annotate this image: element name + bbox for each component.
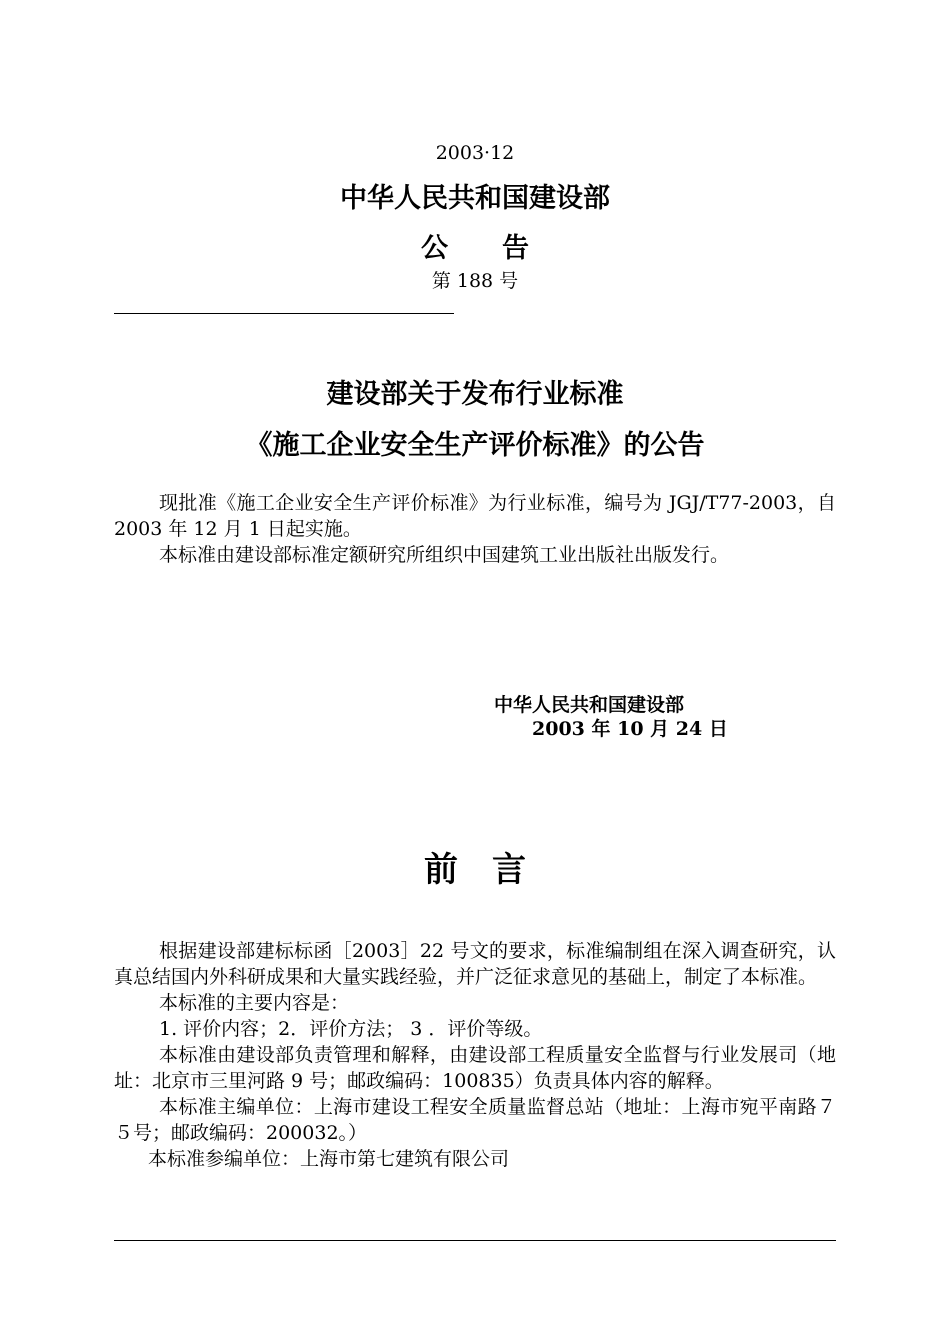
preface-paragraph: 本标准主编单位：上海市建设工程安全质量监督总站（地址：上海市宛平南路７５号；邮政编码：200032。）	[114, 1096, 836, 1144]
signature-date: 2003 年 10 月 24 日	[532, 718, 728, 740]
announcement-title-line2: 《施工企业安全生产评价标准》的公告	[245, 430, 705, 461]
announcement-paragraph: 本标准由建设部标准定额研究所组织中国建筑工业出版社出版发行。	[159, 544, 730, 566]
footer-divider	[114, 1240, 836, 1241]
header-divider	[114, 313, 454, 314]
signature-org: 中华人民共和国建设部	[494, 694, 685, 716]
announcement-body	[114, 490, 836, 568]
preface-body	[114, 938, 836, 1172]
ministry-name: 中华人民共和国建设部	[340, 183, 610, 214]
announcement-paragraph: 现批准《施工企业安全生产评价标准》为行业标准，编号为 JGJ/T77-2003，自 2003 年 12 月 1 日起实施。	[114, 492, 836, 540]
preface-paragraph: 根据建设部建标标函［2003］22 号文的要求，标准编制组在深入调查研究，认真总结国内外科研成果和大量实践经验，并广泛征求意见的基础上，制定了本标准。	[114, 940, 836, 988]
preface-paragraph: 本标准参编单位：上海市第七建筑有限公司	[148, 1148, 510, 1170]
announcement-title-line1: 建设部关于发布行业标准	[326, 379, 624, 410]
preface-paragraph: 本标准的主要内容是：	[159, 992, 350, 1014]
preface-paragraph: 本标准由建设部负责管理和解释，由建设部工程质量安全监督与行业发展司（地址：北京市三里河路 9 号；邮政编码：100835）负责具体内容的解释。	[114, 1044, 836, 1092]
issue-date: 2003·12	[435, 142, 515, 164]
preface-paragraph: 1. 评价内容；2．评价方法； 3 ．评价等级。	[159, 1018, 543, 1040]
announcement-number: 第 188 号	[431, 270, 519, 292]
announcement-label: 公 告	[421, 233, 529, 264]
preface-heading: 前 言	[424, 850, 526, 890]
